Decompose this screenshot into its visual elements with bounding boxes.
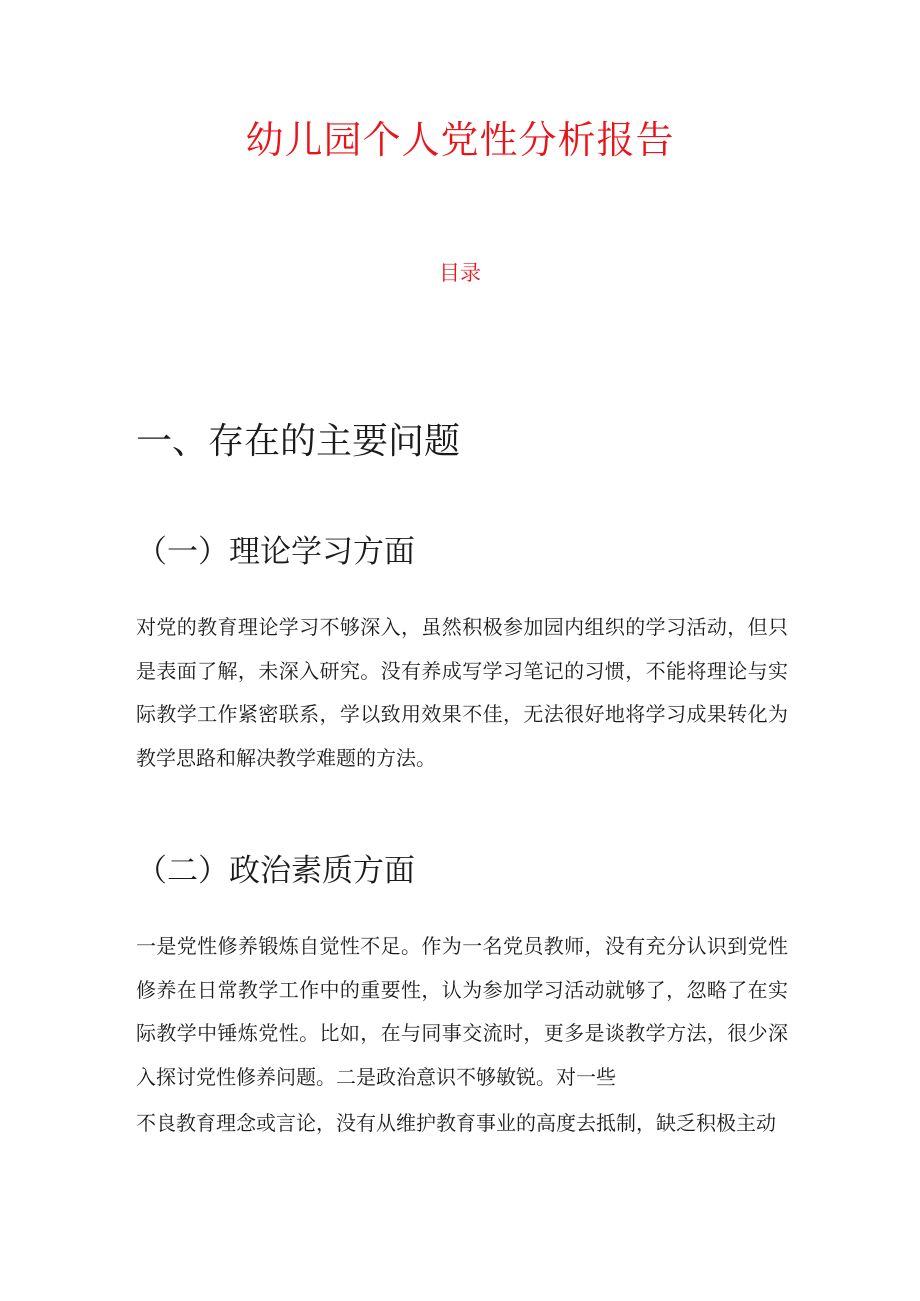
paragraph-political-quality-2: 不良教育理念或言论，没有从维护教育事业的高度去抵制，缺乏积极主动 [136,1111,776,1135]
section-heading-main-problems: 一、存在的主要问题 [136,421,461,462]
paragraph-theory-study: 对党的教育理论学习不够深入，虽然积极参加园内组织的学习活动，但只是表面了解，未深入研究。没有养成写学习笔记的习惯，不能将理论与实际教学工作紧密联系，学以致用效果不佳，无法很好地将学习成果转化为教学思路和解决教学难题的方法。 [136,615,788,770]
subsection-heading-political-quality: （二）政治素质方面 [136,853,415,889]
document-title: 幼儿园个人党性分析报告 [245,118,675,162]
paragraph-political-quality-1: 一是党性修养锻炼自觉性不足。作为一名党员教师，没有充分认识到党性修养在日常教学工作中的重要性，认为参加学习活动就够了，忽略了在实际教学中锤炼党性。比如，在与同事交流时，更多是谈教学方法，很少深入探讨党性修养问题。二是政治意识不够敏锐。对一些 [136,934,788,1089]
subsection-heading-theory-study: （一）理论学习方面 [136,534,415,570]
toc-label[interactable]: 目录 [439,261,481,285]
